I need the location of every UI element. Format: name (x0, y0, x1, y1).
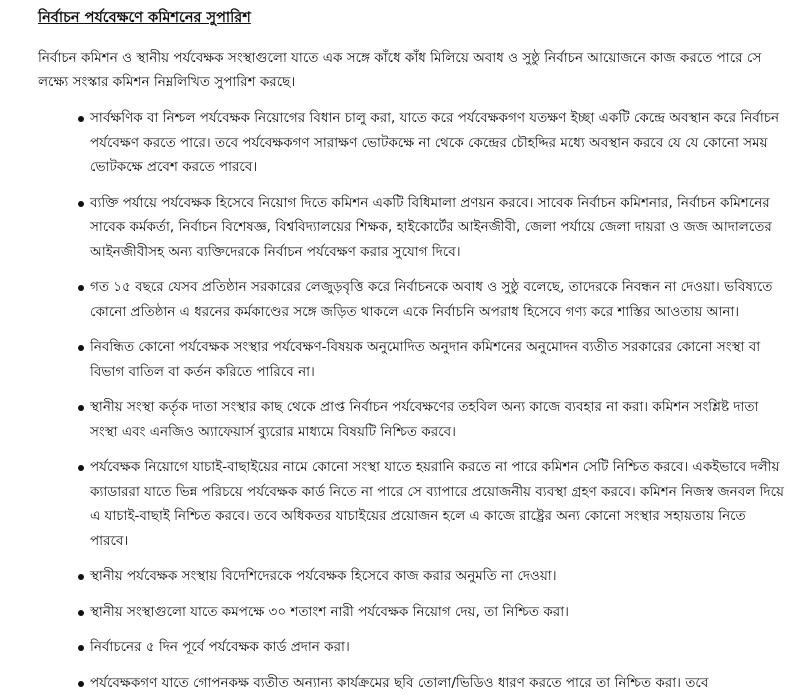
bullet-icon (78, 610, 84, 616)
list-item-text: ব্যক্তি পর্যায়ে পর্যবেক্ষক হিসেবে নিয়োগ দিতে কমিশন একটি বিধিমালা প্রণয়ন করবে। সাবেক নির্বাচন কমিশনার, নির্বাচন কমিশনের সাবেক কর্মকর্তা, নির্বাচন বিশেষজ্ঞ, বিশ্ববিদ্যালয়ের শিক্ষক, হাইকোর্টের আইনজীবী, জেলা পর্যায়ে জেলা দায়রা ও জজ আদালতের আইনজীবীসহ অন্য ব্যক্তিদেরকে নির্বাচন পর্যবেক্ষণ করার সুযোগ দিবে। (90, 195, 772, 260)
list-item-text: গত ১৫ বছরে যেসব প্রতিষ্ঠান সরকারের লেজুড়বৃত্তি করে নির্বাচনকে অবাধ ও সুষ্ঠু বলেছে, তাদেরকে নিবন্ধন না দেওয়া। ভবিষ্যতে কোনো প্রতিষ্ঠান এ ধরনের কর্মকাণ্ডের সঙ্গে জড়িত থাকলে একে নির্বাচনি অপরাধ হিসেবে গণ্য করে শাস্তির আওতায় আনা। (90, 279, 772, 320)
bullet-icon (78, 574, 84, 580)
recommendation-list (38, 106, 786, 695)
list-item (38, 106, 786, 180)
list-item (38, 671, 786, 695)
bullet-icon (78, 345, 84, 351)
bullet-icon (78, 405, 84, 411)
intro-paragraph: নির্বাচন কমিশন ও স্থানীয় পর্যবেক্ষক সংস্থাগুলো যাতে এক সঙ্গে কাঁধে কাঁধ মিলিয়ে অবাধ ও সুষ্ঠু নির্বাচন আয়োজনে কাজ করতে পারে সে লক্ষ্যে সংস্কার কমিশন নিম্নলিখিত সুপারিশ করছে। (38, 46, 786, 94)
list-item (38, 335, 786, 384)
list-item-text: স্থানীয় সংস্থা কর্তৃক দাতা সংস্থার কাছ থেকে প্রাপ্ত নির্বাচন পর্যবেক্ষণের তহবিল অন্য কাজে ব্যবহার না করা। কমিশন সংশ্লিষ্ট দাতা সংস্থা এবং এনজিও অ্যাফেয়ার্স ব্যুরোর মাধ্যমে বিষয়টি নিশ্চিত করবে। (90, 399, 758, 440)
bullet-icon (78, 116, 84, 122)
list-item-text: স্থানীয় সংস্থাগুলো যাতে কমপক্ষে ৩০ শতাংশ নারী পর্যবেক্ষক নিয়োগ দেয়, তা নিশ্চিত করা। (90, 604, 569, 620)
list-item (38, 191, 786, 265)
list-item-text: পর্যবেক্ষকগণ যাতে গোপনকক্ষ ব্যতীত অন্যান্য কার্যক্রমের ছবি তোলা/ভিডিও ধারণ করতে পারে তা নিশ্চিত করা। তবে (90, 675, 708, 691)
list-item (38, 455, 786, 553)
list-item (38, 635, 786, 660)
list-item (38, 600, 786, 625)
list-item-text: পর্যবেক্ষক নিয়োগে যাচাই-বাছাইয়ের নামে কোনো সংস্থা যাতে হয়রানি করতে না পারে কমিশন সেটি নিশ্চিত করবে। একইভাবে দলীয় ক্যাডাররা যাতে ভিন্ন পরিচয়ে পর্যবেক্ষক কার্ড নিতে না পারে সে ব্যাপারে প্রয়োজনীয় ব্যবস্থা গ্রহণ করবে। কমিশন নিজস্ব জনবল দিয়ে এ যাচাই-বাছাই নিশ্চিত করবে। তবে অধিকতর যাচাইয়ের প্রয়োজন হলে এ কাজে রাষ্ট্রের অন্য কোনো সংস্থার সহায়তায় নিতে পারবে। (90, 459, 784, 549)
bullet-icon (78, 285, 84, 291)
bullet-icon (78, 681, 84, 687)
list-item-text: স্থানীয় পর্যবেক্ষক সংস্থায় বিদেশিদেরকে পর্যবেক্ষক হিসেবে কাজ করার অনুমতি না দেওয়া। (90, 568, 557, 584)
list-item-text: নিবন্ধিত কোনো পর্যবেক্ষক সংস্থার পর্যবেক্ষণ-বিষয়ক অনুমোদিত অনুদান কমিশনের অনুমোদন ব্যতীত সরকারের কোনো সংস্থা বা বিভাগ বাতিল বা কর্তন করিতে পারিবে না। (90, 339, 760, 380)
bullet-icon (78, 201, 84, 207)
list-item-text: সার্বক্ষণিক বা নিশ্চল পর্যবেক্ষক নিয়োগের বিধান চালু করা, যাতে করে পর্যবেক্ষকগণ যতক্ষণ ইচ্ছা একটি কেন্দ্রে অবস্থান করে নির্বাচন পর্যবেক্ষণ করতে পারে। তবে পর্যবেক্ষকগণ সারাক্ষণ ভোটকক্ষে না থেকে কেন্দ্রের চৌহদ্দির মধ্যে অবস্থান করবে যে যে কোনো সময় ভোটকক্ষে প্রবেশ করতে পারবে। (90, 110, 779, 175)
list-item (38, 564, 786, 589)
list-item (38, 395, 786, 444)
list-item-text: নির্বাচনের ৫ দিন পূর্বে পর্যবেক্ষক কার্ড প্রদান করা। (90, 639, 350, 655)
bullet-icon (78, 465, 84, 471)
bullet-icon (78, 645, 84, 651)
page-title: নির্বাচন পর্যবেক্ষণে কমিশনের সুপারিশ (38, 8, 786, 28)
list-item (38, 275, 786, 324)
